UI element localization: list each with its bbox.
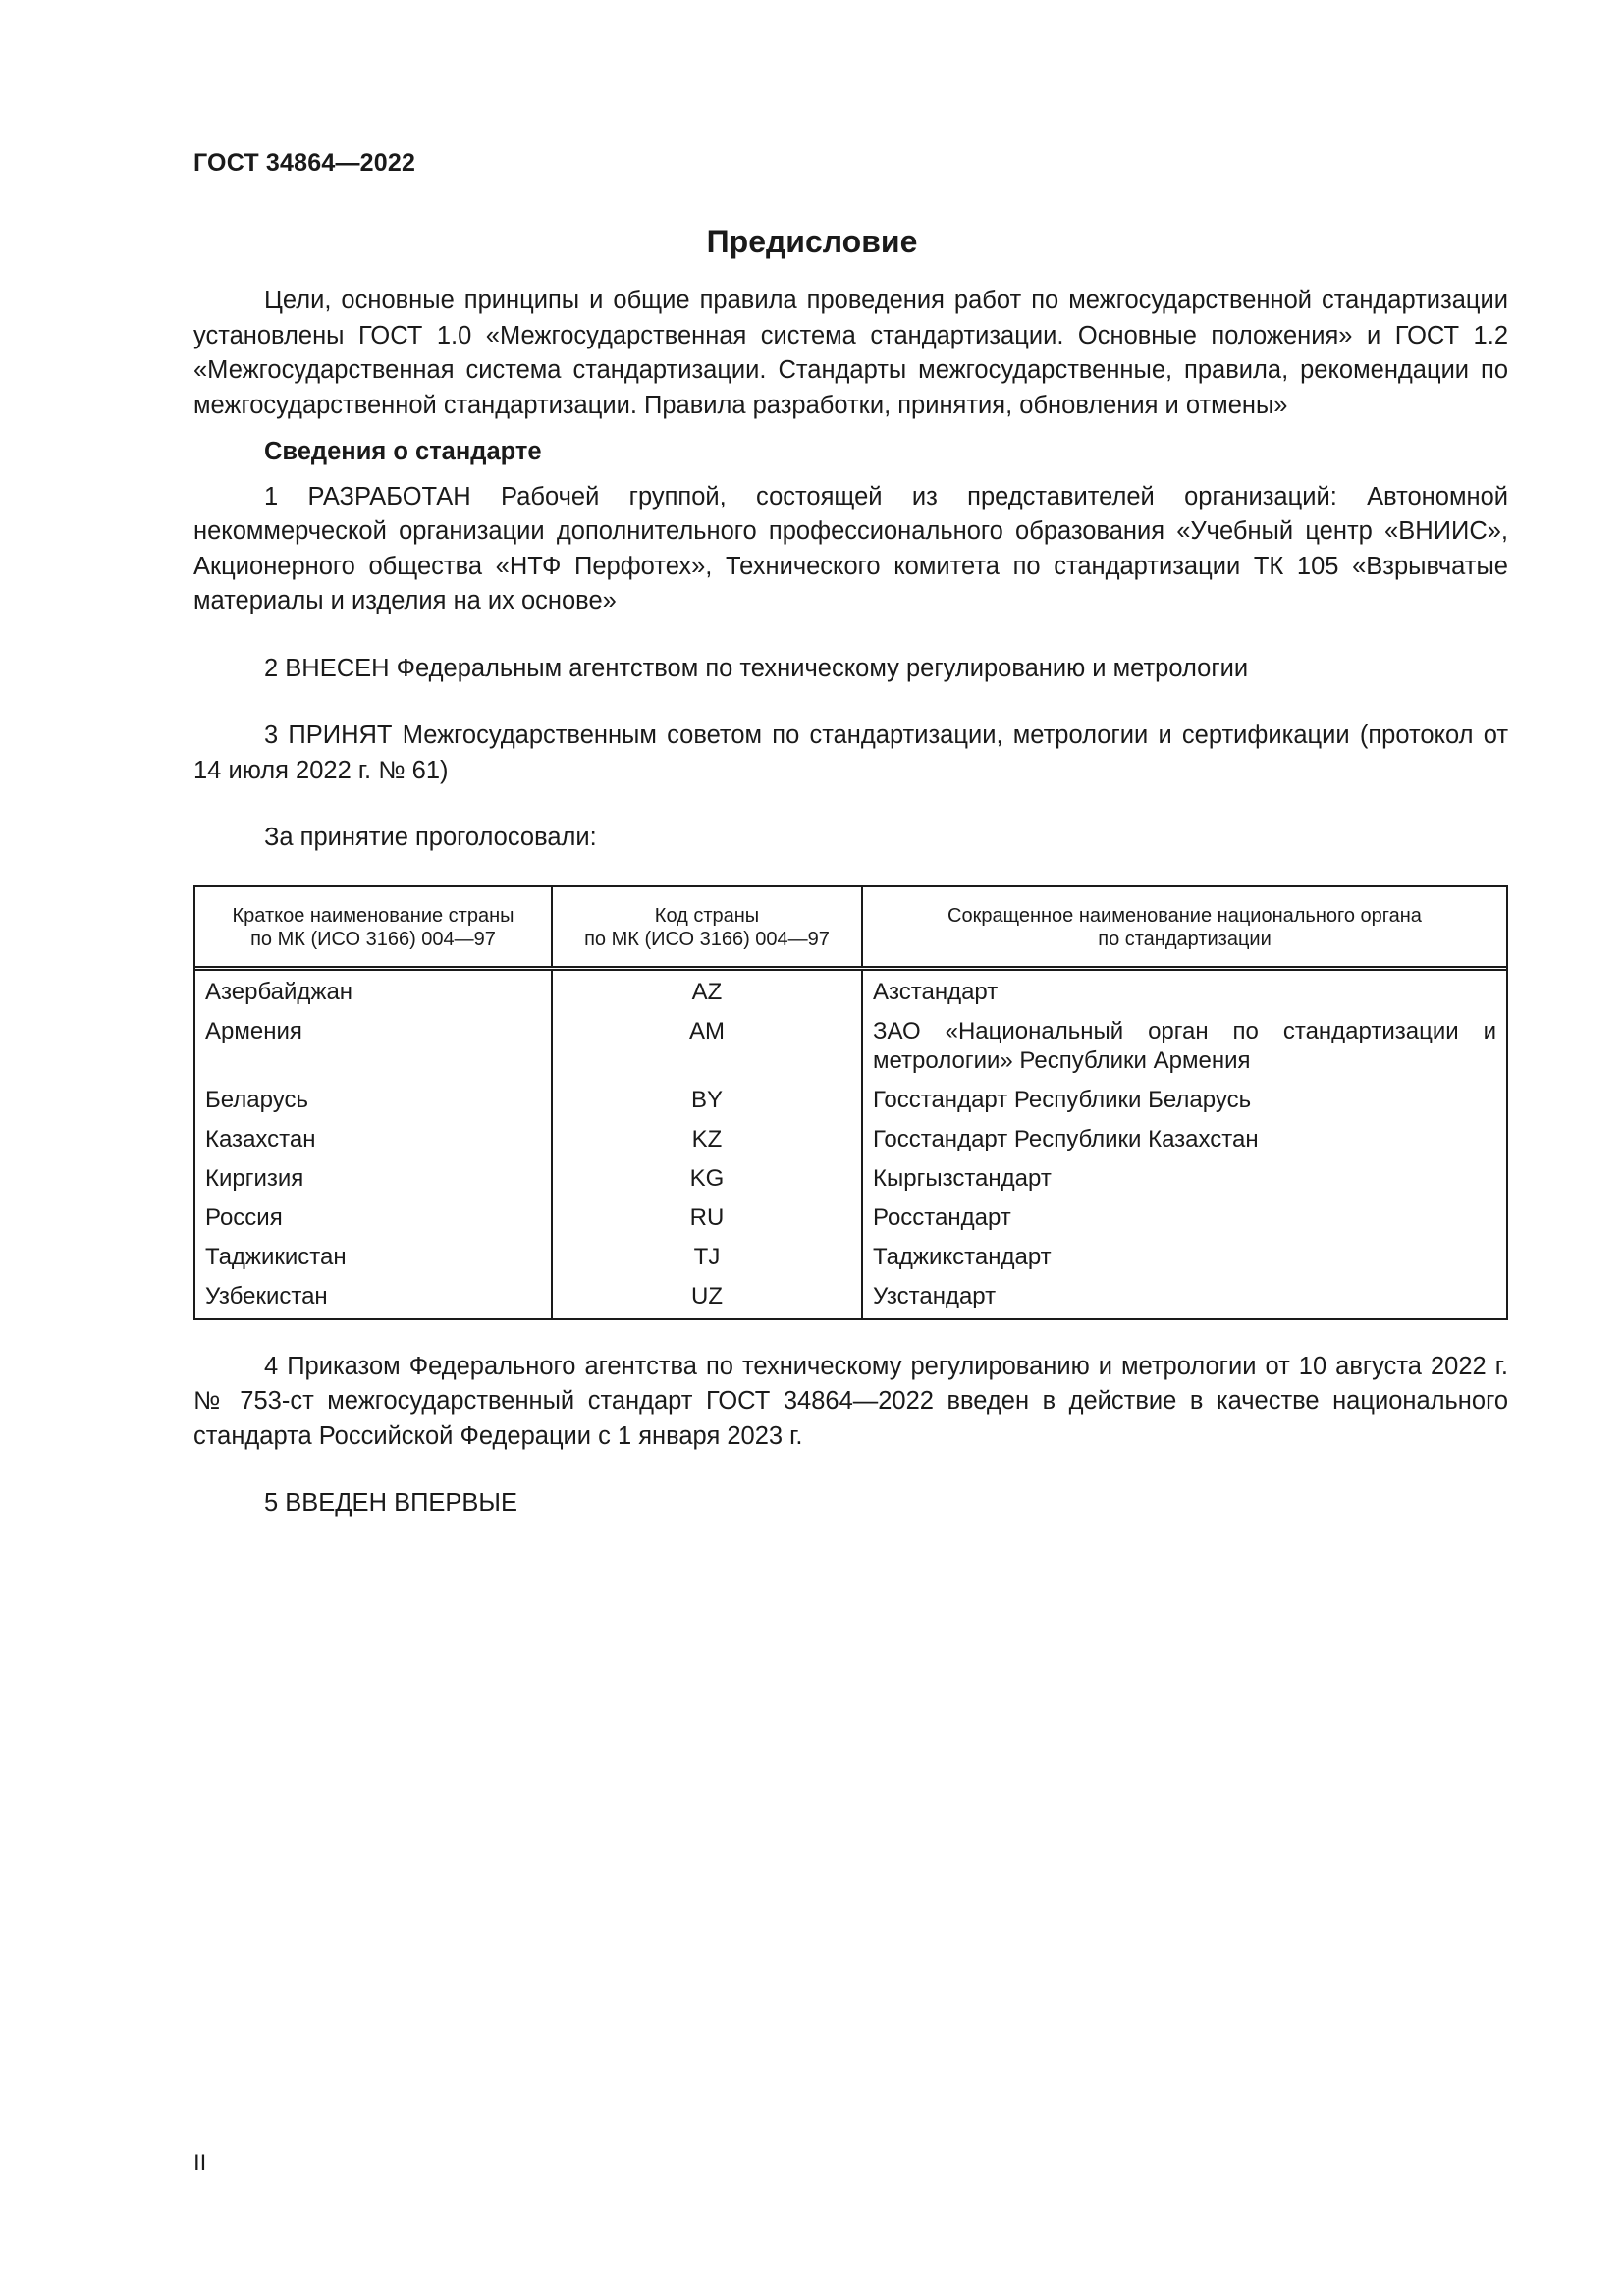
body-cell: Росстандарт xyxy=(873,1203,1011,1231)
code-cell: RU xyxy=(552,1200,862,1239)
item-adopted: 3 ПРИНЯТ Межгосударственным советом по стандартизации, метрологии и сертификации (протокол от 14 июля 2022 г. № 61) xyxy=(193,721,1508,784)
voting-table xyxy=(193,885,1508,1320)
body-cell: Госстандарт Республики Беларусь xyxy=(873,1086,1252,1113)
country-cell: Киргизия xyxy=(195,1160,552,1200)
column-header-code: Код страны по МК (ИСО 3166) 004—97 xyxy=(552,887,862,969)
body-cell: ЗАО «Национальный орган по стандартизации и метрологии» Республики Армения xyxy=(873,1017,1496,1074)
country-cell: Казахстан xyxy=(195,1121,552,1160)
item-developed: 1 РАЗРАБОТАН Рабочей группой, состоящей из представителей организаций: Автономной некоммерческой организации дополнительного профессионального образования «Учебный центр «ВНИИС», Акционерного общества «НТФ Перфотех», Технического комитета по стандартизации ТК 105 «Взрывчатые материалы и изделия на их основе» xyxy=(193,482,1508,614)
table-row xyxy=(195,1082,1506,1121)
country-cell: Беларусь xyxy=(195,1082,552,1121)
table-row xyxy=(195,1160,1506,1200)
code-cell: BY xyxy=(552,1082,862,1121)
body-cell: Кыргызстандарт xyxy=(873,1164,1052,1192)
table-row xyxy=(195,1013,1506,1082)
item-introduced: 2 ВНЕСЕН Федеральным агентством по техническому регулированию и метрологии xyxy=(264,654,1249,682)
table-row xyxy=(195,1239,1506,1278)
page-number: II xyxy=(193,2150,207,2176)
country-cell: Узбекистан xyxy=(195,1278,552,1318)
code-cell: AZ xyxy=(552,968,862,1013)
column-header-country: Краткое наименование страны по МК (ИСО 3166) 004—97 xyxy=(195,887,552,969)
body-cell: Госстандарт Республики Казахстан xyxy=(873,1125,1259,1152)
country-cell: Россия xyxy=(195,1200,552,1239)
body-cell: Азстандарт xyxy=(873,978,999,1005)
item-first-time: 5 ВВЕДЕН ВПЕРВЫЕ xyxy=(264,1489,518,1517)
voted-caption: За принятие проголосовали: xyxy=(264,824,597,851)
column-header-body: Сокращенное наименование национального органа по стандартизации xyxy=(947,904,1422,950)
code-cell: AM xyxy=(552,1013,862,1082)
country-cell: Армения xyxy=(195,1013,552,1082)
table-row xyxy=(195,1278,1506,1318)
table-row xyxy=(195,1200,1506,1239)
body-cell: Узстандарт xyxy=(873,1282,997,1309)
table-row xyxy=(195,968,1506,1013)
document-body xyxy=(193,284,1508,1522)
document-code: ГОСТ 34864—2022 xyxy=(193,149,416,177)
code-cell: KZ xyxy=(552,1121,862,1160)
item-order: 4 Приказом Федерального агентства по техническому регулированию и метрологии от 10 августа 2022 г. № 753-ст межгосударственный стандарт ГОСТ 34864—2022 введен в действие в качестве национального стандарта Российской Федерации с 1 января 2023 г. xyxy=(193,1352,1508,1450)
body-cell: Таджикстандарт xyxy=(873,1243,1052,1270)
table-row xyxy=(195,1121,1506,1160)
code-cell: UZ xyxy=(552,1278,862,1318)
code-cell: KG xyxy=(552,1160,862,1200)
country-cell: Таджикистан xyxy=(195,1239,552,1278)
section-heading: Сведения о стандарте xyxy=(264,438,542,465)
table-header-row xyxy=(195,887,1506,969)
code-cell: TJ xyxy=(552,1239,862,1278)
country-cell: Азербайджан xyxy=(195,968,552,1013)
page-title: Предисловие xyxy=(706,224,918,259)
intro-paragraph: Цели, основные принципы и общие правила проведения работ по межгосударственной стандартизации установлены ГОСТ 1.0 «Межгосударственная система стандартизации. Основные положения» и ГОСТ 1.2 «Межгосударственная система стандартизации. Стандарты межгосударственные, правила, рекомендации по межгосударственной стандартизации. Правила разработки, принятия, обновления и отмены» xyxy=(193,287,1508,419)
